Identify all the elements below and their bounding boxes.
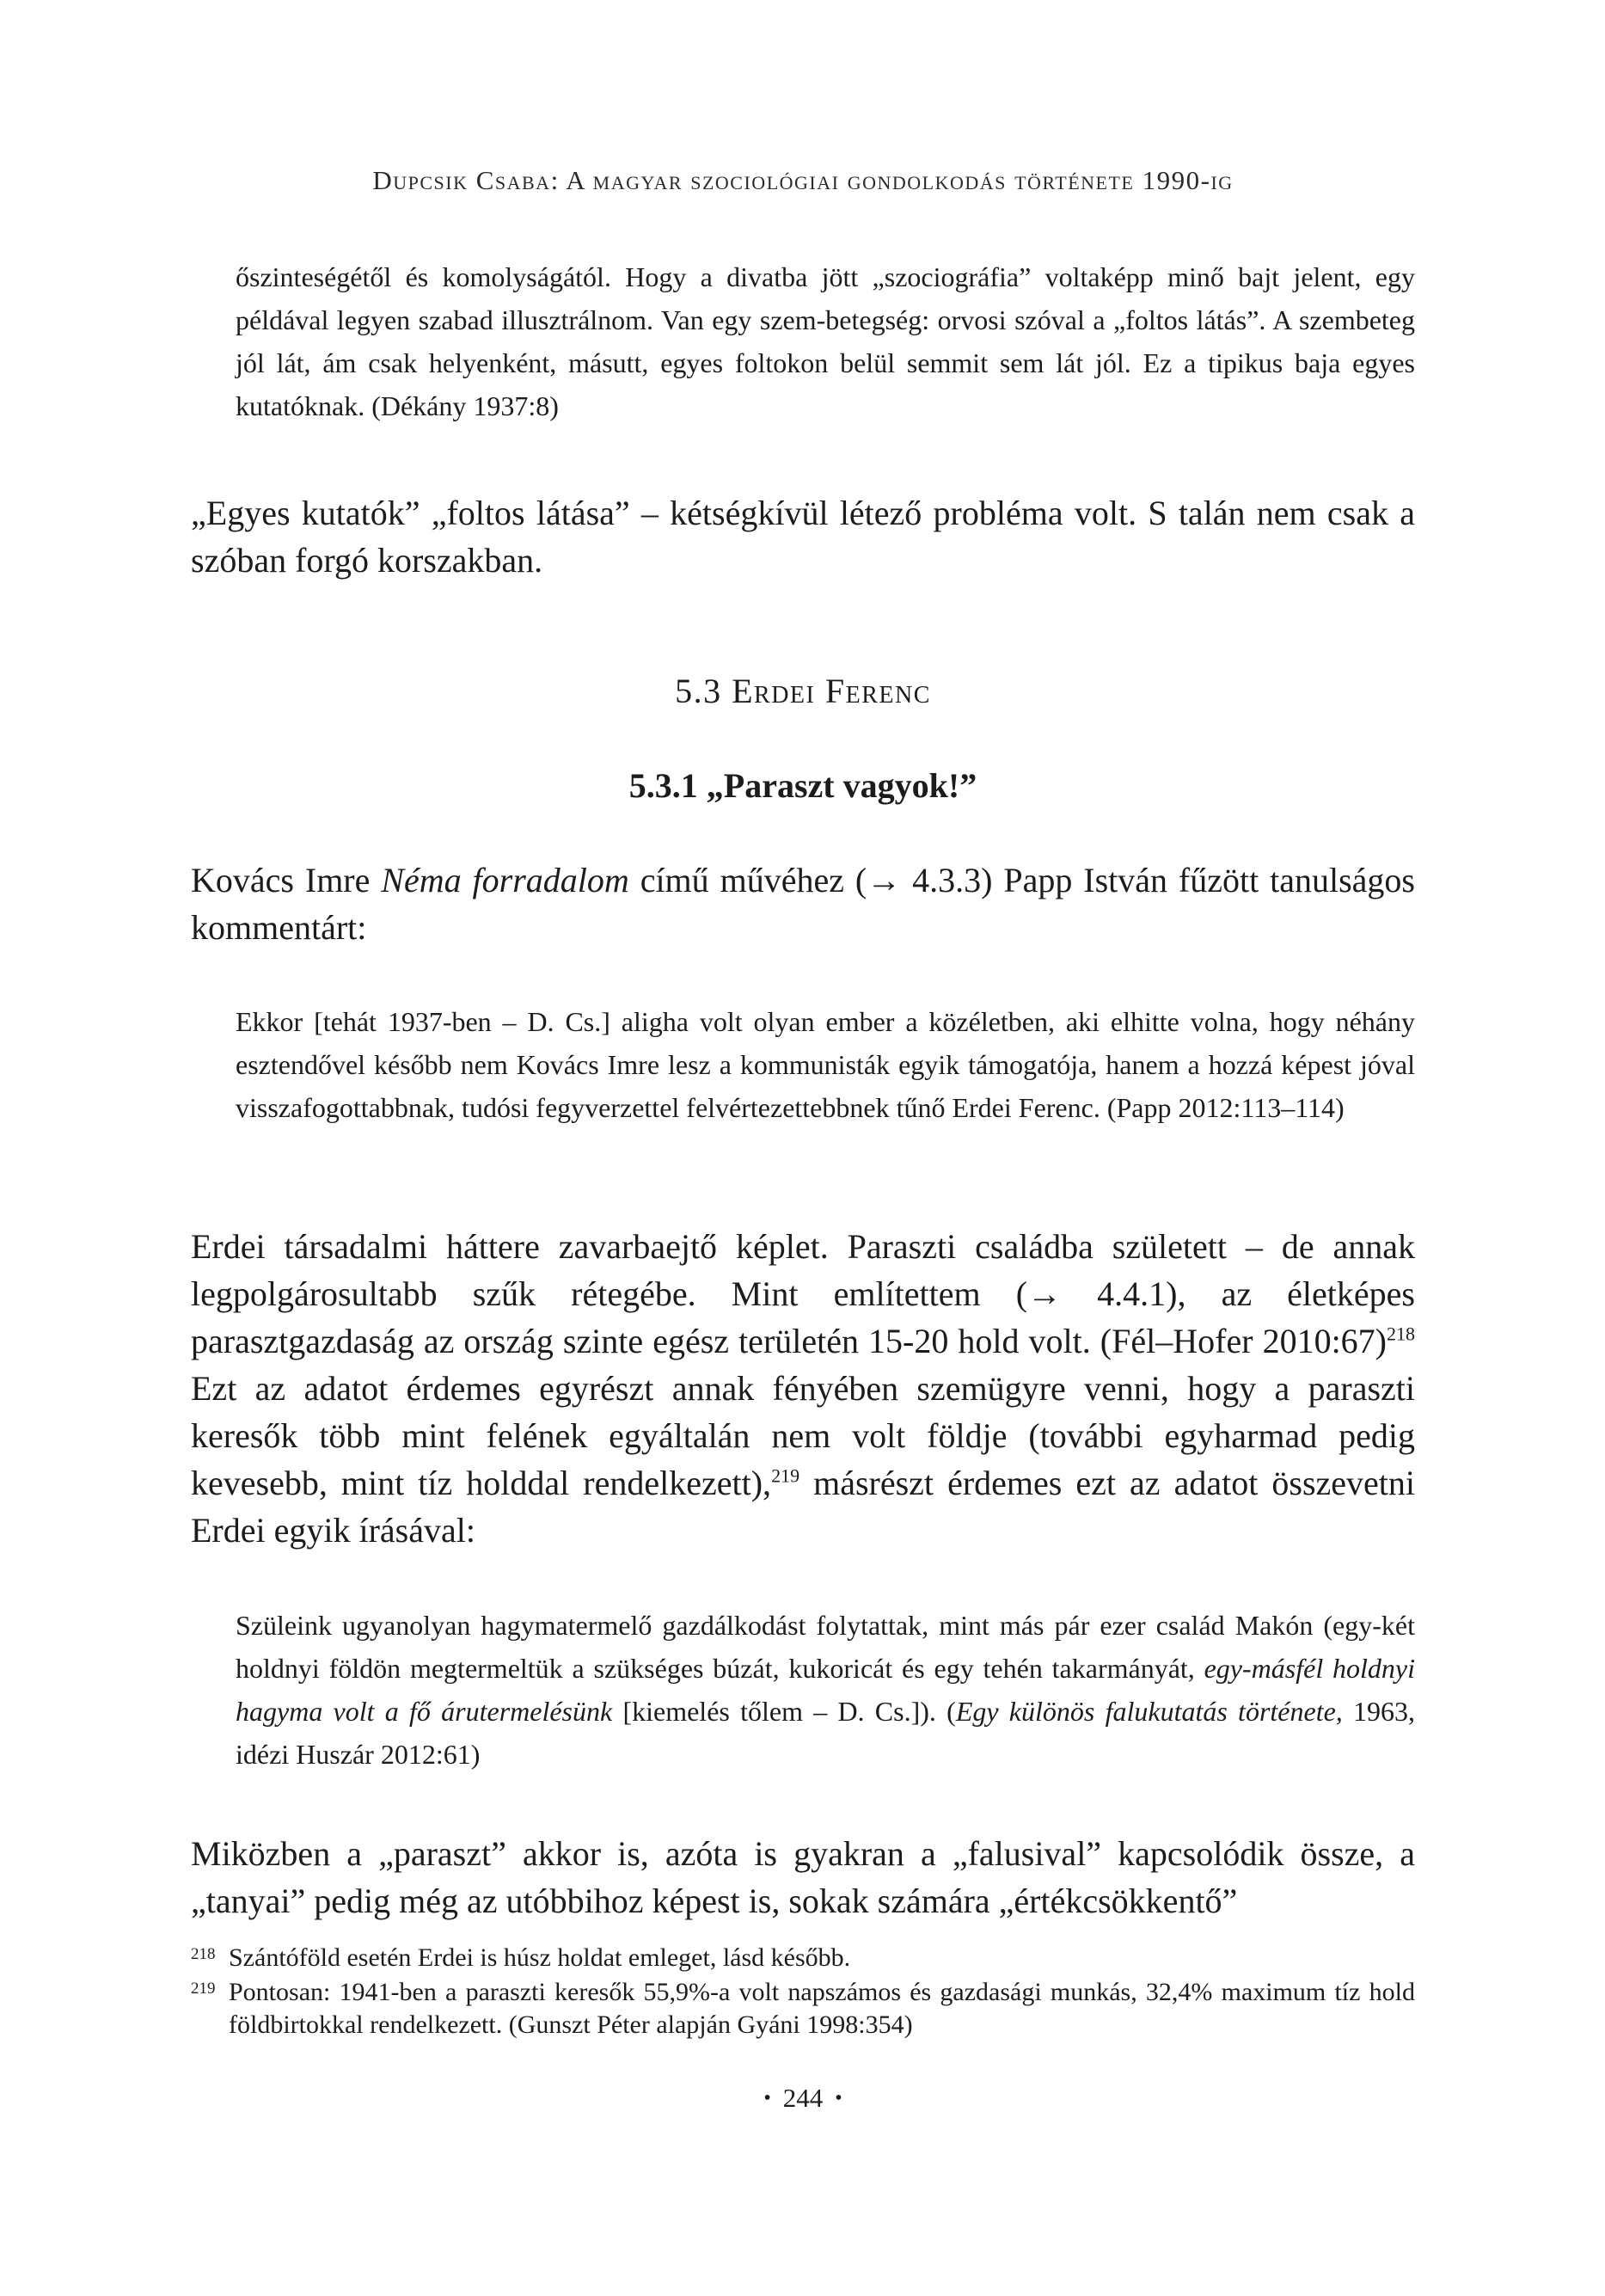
paragraph-kovacs-imre [191, 856, 1415, 951]
text: másrészt érdemes ezt az adatot összevetni Erdei egyik írásával: [191, 1464, 1416, 1550]
running-head: Dupcsik Csaba: A magyar szociológiai gondolkodás története 1990-ig [372, 165, 1234, 195]
text: Ezt az adatot érdemes egyrészt annak fényében szemügyre venni, hogy a paraszti keresők több mint felének egyáltalán nem volt földje (további egyharmad pedig kevesebb, mint tíz holddal rendelkezett), [191, 1369, 1415, 1502]
paragraph-paraszt: Miközben a „paraszt” akkor is, azóta is gyakran a „falusival” kapcsolódik össze, a „tanyai” pedig még az utóbbihoz képest is, sokak számára „értékcsökkentő” [191, 1834, 1415, 1920]
text: Erdei társadalmi háttere zavarbaejtő képlet. Paraszti családba született – de annak legpolgárosultabb szűk rétegébe. Mint említettem (→ 4.4.1), az életképes parasztgazdaság az ország szinte egész területén 15-20 hold volt. (Fél–Hofer 2010:67) [191, 1227, 1415, 1360]
page-number-value: 244 [782, 2083, 824, 2113]
footnote-218 [191, 1942, 1415, 1974]
paragraph-erdei-hattere [191, 1223, 1415, 1554]
footnote-ref-219[interactable]: 219 [771, 1464, 800, 1487]
footnote-number: 219 [191, 1980, 216, 1998]
italic-emphasis: egy-másfél holdnyi hagyma volt a fő árutermelésünk [236, 1653, 1415, 1727]
italic-title: Egy különös falukutatás története, [955, 1696, 1343, 1727]
bullet-icon: • [763, 2087, 771, 2109]
subsection-title: 5.3.1 „Paraszt vagyok!” [628, 766, 977, 805]
page [191, 0, 1415, 2296]
bullet-icon: • [835, 2087, 842, 2109]
text: [kiemelés tőlem – D. Cs.]). ( [612, 1696, 956, 1727]
page-number [191, 2083, 1415, 2114]
italic-title: Néma forradalom [381, 861, 629, 899]
footnote-ref-218[interactable]: 218 [1387, 1323, 1415, 1345]
footnotes [191, 1942, 1415, 2043]
block-quote-erdei [236, 1604, 1415, 1776]
footnote-text: Pontosan: 1941-ben a paraszti keresők 55,9%-a volt napszámos és gazdasági munkás, 32,4% maximum tíz hold földbirtokkal rendelkezett. (Gunszt Péter alapján Gyáni 1998:354) [229, 1978, 1415, 2039]
footnote-number: 218 [191, 1945, 216, 1963]
block-quote-dekany: őszinteségétől és komolyságától. Hogy a divatba jött „szociográfia” voltaképp minő bajt jelent, egy példával legyen szabad illusztrálnom. Van egy szem-betegség: orvosi szóval a „foltos látás”. A szembeteg jól lát, ám csak helyenként, másutt, egyes foltokon belül semmit sem lát jól. Ez a tipikus baja egyes kutatóknak. (Dékány 1937:8) [236, 261, 1415, 421]
text: című művéhez (→ 4.3.3) Papp István fűzött tanulságos kommentárt: [191, 861, 1415, 947]
footnote-text: Szántóföld esetén Erdei is húsz holdat emleget, lásd később. [229, 1943, 851, 1972]
text: Szüleink ugyanolyan hagymatermelő gazdálkodást folytattak, mint más pár ezer család Makón (egy-két holdnyi földön megtermeltük a szükséges búzát, kukoricát és egy tehén takarmányát, [236, 1610, 1415, 1684]
section-title: 5.3 Erdei Ferenc [675, 672, 931, 710]
block-quote-papp: Ekkor [tehát 1937-ben – D. Cs.] aligha volt olyan ember a közéletben, aki elhitte volna, hogy néhány esztendővel később nem Kovács Imre lesz a kommunisták egyik támogatója, hanem a hozzá képest jóval visszafogottabbnak, tudósi fegyverzettel felvértezettebbnek tűnő Erdei Ferenc. (Papp 2012:113–114) [236, 1006, 1415, 1123]
footnote-219 [191, 1976, 1415, 2041]
text: Kovács Imre [191, 861, 382, 899]
paragraph-foltos-latas: „Egyes kutatók” „foltos látása” – kétségkívül létező probléma volt. S talán nem csak a szóban forgó korszakban. [191, 494, 1415, 580]
text: 1963, idézi Huszár 2012:61) [236, 1696, 1416, 1770]
